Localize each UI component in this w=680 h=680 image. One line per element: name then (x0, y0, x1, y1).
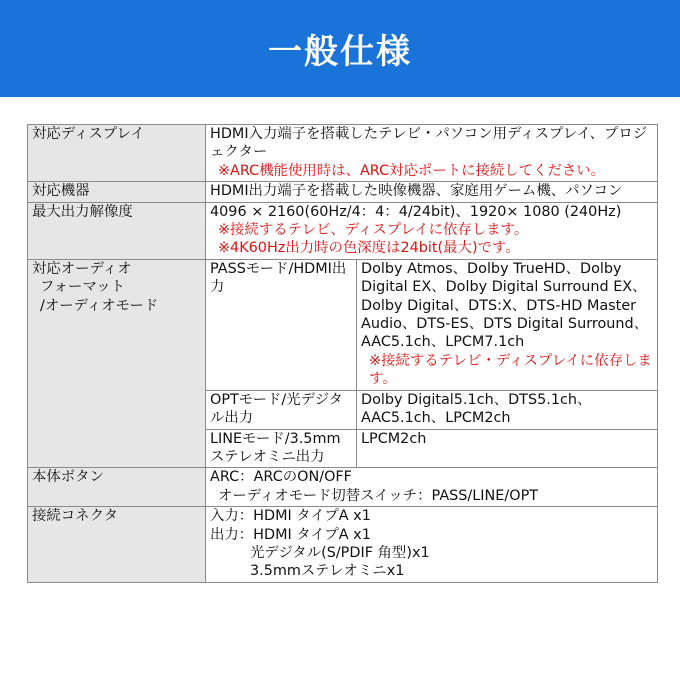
connector-output-hdmi: 出力：HDMI タイプA x1 (210, 526, 371, 543)
header-banner (0, 0, 680, 97)
table-row (28, 182, 658, 202)
row-value-buttons (206, 468, 658, 507)
resolution-note-2: ※4K60Hz出力時の色深度は24bit(最大)です。 (218, 240, 520, 257)
connector-output-optical: 光デジタル(S/PDIF 角型)x1 (250, 544, 430, 561)
row-value-devices: HDMI出力端子を搭載した映像機器、家庭用ゲーム機、パソコン (206, 182, 658, 202)
row-label-buttons: 本体ボタン (28, 468, 206, 507)
audio-formats-pass-note: ※接続するテレビ・ディスプレイに依存します。 (369, 352, 652, 388)
row-label-devices: 対応機器 (28, 182, 206, 202)
row-label-audio (28, 259, 206, 467)
audio-label-line1: 対応オーディオ (32, 260, 132, 277)
connector-input: 入力：HDMI タイプA x1 (210, 508, 371, 525)
audio-formats-pass-text: Dolby Atmos、Dolby TrueHD、Dolby Digital EX、Dolby Digital Surround EX、Dolby Digital、DTS:X、DTS-HD Master Audio、DTS-ES、DTS Digital Surround、AAC5.1ch、LPCM7.1ch (361, 260, 649, 351)
audio-formats-opt: Dolby Digital5.1ch、DTS5.1ch、AAC5.1ch、LPCM2ch (357, 390, 658, 429)
audio-mode-opt: OPTモード/光デジタル出力 (206, 390, 357, 429)
page-title: 一般仕様 (268, 32, 412, 72)
row-value-resolution (206, 202, 658, 259)
table-row (28, 468, 658, 507)
display-text: HDMI入力端子を搭載したテレビ・パソコン用ディスプレイ、プロジェクター (210, 126, 648, 161)
audio-formats-line: LPCM2ch (357, 429, 658, 468)
row-value-connectors (206, 507, 658, 583)
spec-table (27, 124, 658, 583)
table-row (28, 202, 658, 259)
resolution-note-1: ※接続するテレビ、ディスプレイに依存します。 (218, 222, 529, 239)
audio-formats-pass (357, 259, 658, 390)
audio-label-line3: /オーディオモード (40, 297, 159, 314)
audio-mode-line: LINEモード/3.5mmステレオミニ出力 (206, 429, 357, 468)
display-note: ※ARC機能使用時は、ARC対応ポートに接続してください。 (218, 162, 606, 179)
row-label-display: 対応ディスプレイ (28, 125, 206, 182)
row-value-display (206, 125, 658, 182)
buttons-line1: ARC：ARCのON/OFF (210, 469, 352, 486)
audio-label-line2: フォーマット (40, 279, 126, 296)
connector-output-mini: 3.5mmステレオミニx1 (250, 563, 405, 580)
resolution-text: 4096 × 2160(60Hz/4：4：4/24bit)、1920× 1080 (240Hz) (210, 203, 622, 220)
row-label-resolution: 最大出力解像度 (28, 202, 206, 259)
row-label-connectors: 接続コネクタ (28, 507, 206, 583)
table-row (28, 125, 658, 182)
buttons-line2: オーディオモード切替スイッチ：PASS/LINE/OPT (218, 487, 539, 504)
table-row (28, 507, 658, 583)
table-row (28, 259, 658, 390)
audio-mode-pass: PASSモード/HDMI出力 (206, 259, 357, 390)
